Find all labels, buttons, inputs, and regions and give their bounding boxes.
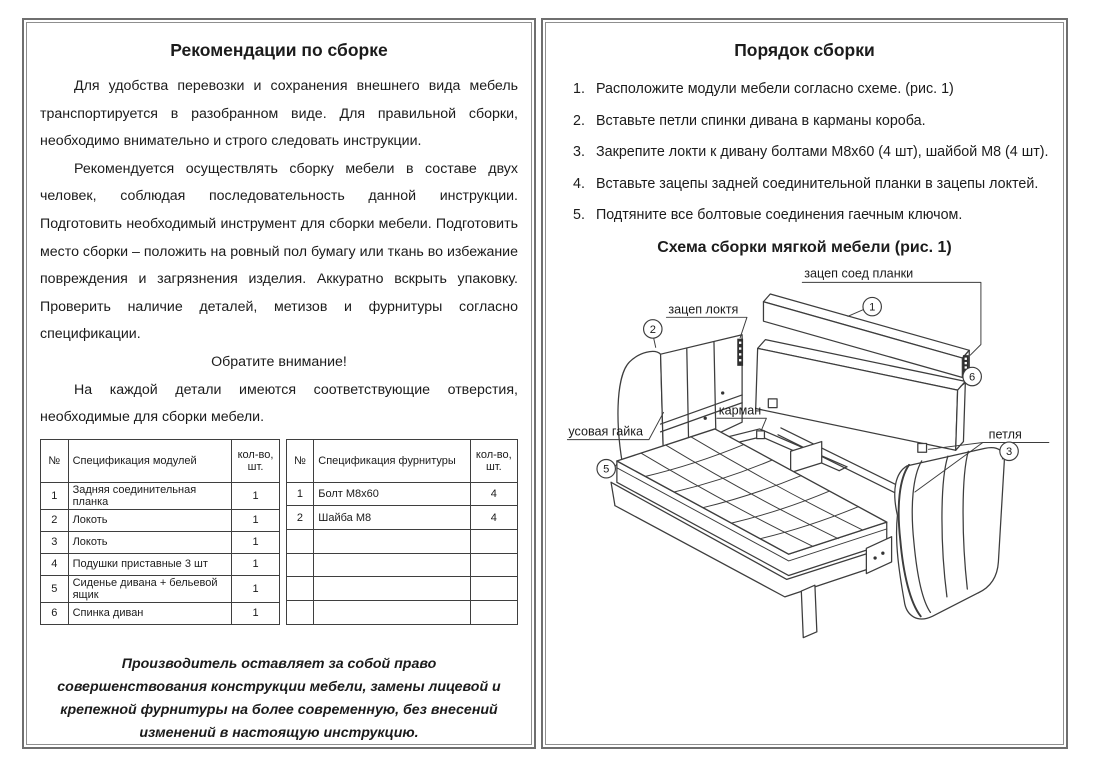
callout-5-icon: 5 — [603, 463, 610, 476]
cell-qty: 1 — [232, 531, 279, 553]
cell-name: Болт М8х60 — [314, 482, 470, 506]
table-row — [286, 482, 517, 506]
label-pocket: карман — [718, 403, 762, 418]
cell-name — [314, 601, 470, 625]
cell-qty: 4 — [470, 506, 517, 530]
paragraph-preparation: Рекомендуется осуществлять сборку мебели в составе двух человек, соблюдая последовательность данной инструкции. Подготовить необходимый инструмент для сборки мебели. Подготовить место сборки – положить на ровный пол бумагу или ткань во избежание повреждения и загрязнения изделия. Аккуратно вскрыть упаковку. Проверить наличие деталей, метизов и фурнитуры согласно спецификации. — [40, 160, 518, 343]
hardware-header-qty: кол-во, шт. — [470, 439, 517, 482]
table-row — [286, 530, 517, 554]
cell-name: Шайба М8 — [314, 506, 470, 530]
step-text: Закрепите локти к дивану болтами М8х60 (4 шт), шайбой М8 (4 шт). — [596, 144, 1049, 160]
table-row — [41, 531, 280, 553]
hardware-table — [286, 439, 518, 625]
paragraph-transport: Для удобства перевозки и сохранения внешнего вида мебель транспортируется в разобранном виде. Для правильной сборки, необходимо внимательно и строго следовать инструкции. — [40, 78, 518, 150]
modules-header-row — [41, 439, 280, 482]
step-number: 1. — [573, 81, 585, 97]
cell-num — [286, 577, 314, 601]
diagram-title: Схема сборки мягкой мебели (рис. 1) — [657, 239, 952, 256]
cell-name: Локоть — [68, 531, 232, 553]
note-paragraph: На каждой детали имеются соответствующие отверстия, необходимые для сборки мебели. — [40, 381, 518, 426]
cell-qty: 1 — [232, 553, 279, 575]
label-plank-hook: зацеп соед планки — [804, 266, 914, 281]
cell-qty: 1 — [232, 602, 279, 624]
note-title: Обратите внимание! — [211, 353, 347, 370]
page-assembly-order — [541, 18, 1068, 749]
manufacturer-note: Производитель оставляет за собой право совершенствования конструкции мебели, замены лицевой и крепежной фурнитуры на более современную, без внесений изменений в настоящую инструкцию. — [57, 655, 501, 741]
cell-name — [314, 553, 470, 577]
step-number: 3. — [573, 144, 585, 160]
page-recommendations — [22, 18, 536, 749]
cell-qty: 1 — [232, 482, 279, 509]
step-text: Вставьте петли спинки дивана в карманы короба. — [596, 112, 926, 129]
modules-header-spec: Спецификация модулей — [68, 439, 232, 482]
table-row — [286, 577, 517, 601]
cell-name: Подушки приставные 3 шт — [68, 553, 232, 575]
cell-qty: 1 — [232, 509, 279, 531]
table-row — [41, 509, 280, 531]
modules-header-qty: кол-во, шт. — [232, 439, 279, 482]
assembly-diagram — [559, 261, 1065, 659]
list-item — [573, 79, 1050, 99]
list-item — [573, 174, 1050, 194]
cell-qty — [470, 577, 517, 601]
assembly-steps — [573, 79, 1050, 225]
cell-num — [286, 530, 314, 554]
cell-num: 2 — [286, 506, 314, 530]
table-row — [41, 575, 280, 602]
label-loop: петля — [988, 427, 1022, 442]
callout-6-icon: 6 — [969, 371, 976, 384]
cell-num: 3 — [41, 531, 69, 553]
cell-num: 1 — [41, 482, 69, 509]
table-row — [41, 553, 280, 575]
cell-qty: 4 — [470, 482, 517, 506]
specification-tables — [40, 439, 518, 625]
callout-1-icon: 1 — [869, 301, 876, 314]
cell-qty: 1 — [232, 575, 279, 602]
cell-name — [314, 530, 470, 554]
cell-name: Спинка диван — [68, 602, 232, 624]
callout-2-icon: 2 — [649, 323, 656, 336]
cell-num: 1 — [286, 482, 314, 506]
cell-num — [286, 601, 314, 625]
right-page-title: Порядок сборки — [734, 40, 875, 60]
step-number: 4. — [573, 175, 585, 192]
cell-num: 4 — [41, 553, 69, 575]
cell-qty — [470, 553, 517, 577]
cell-num: 2 — [41, 509, 69, 531]
step-number: 2. — [573, 112, 585, 129]
list-item — [573, 205, 1050, 225]
left-page-title: Рекомендации по сборке — [170, 40, 388, 60]
label-arm-hook: зацеп локтя — [668, 302, 739, 317]
modules-table — [40, 439, 280, 625]
cell-num: 6 — [41, 602, 69, 624]
hardware-header-row — [286, 439, 517, 482]
step-number: 5. — [573, 207, 585, 223]
list-item — [573, 142, 1050, 162]
step-text: Подтяните все болтовые соединения гаечным ключом. — [596, 207, 963, 223]
table-row — [286, 506, 517, 530]
cell-name: Задняя соединительная планка — [68, 482, 232, 509]
modules-header-num: № — [41, 439, 69, 482]
step-text: Вставьте зацепы задней соединительной планки в зацепы локтей. — [596, 175, 1039, 192]
cell-name: Локоть — [68, 509, 232, 531]
hardware-header-num: № — [286, 439, 314, 482]
cell-num — [286, 553, 314, 577]
table-row — [41, 482, 280, 509]
list-item — [573, 111, 1050, 131]
cell-qty — [470, 601, 517, 625]
cell-qty — [470, 530, 517, 554]
label-nut: усовая гайка — [568, 424, 644, 439]
table-row — [286, 553, 517, 577]
hardware-header-spec: Спецификация фурнитуры — [314, 439, 470, 482]
table-row — [41, 602, 280, 624]
table-row — [286, 601, 517, 625]
right-armrest-part — [895, 448, 1005, 619]
cell-num: 5 — [41, 575, 69, 602]
cell-name — [314, 577, 470, 601]
cell-name: Сиденье дивана + бельевой ящик — [68, 575, 232, 602]
callout-3-icon: 3 — [1005, 446, 1013, 459]
step-text: Расположите модули мебели согласно схеме. (рис. 1) — [596, 81, 954, 97]
